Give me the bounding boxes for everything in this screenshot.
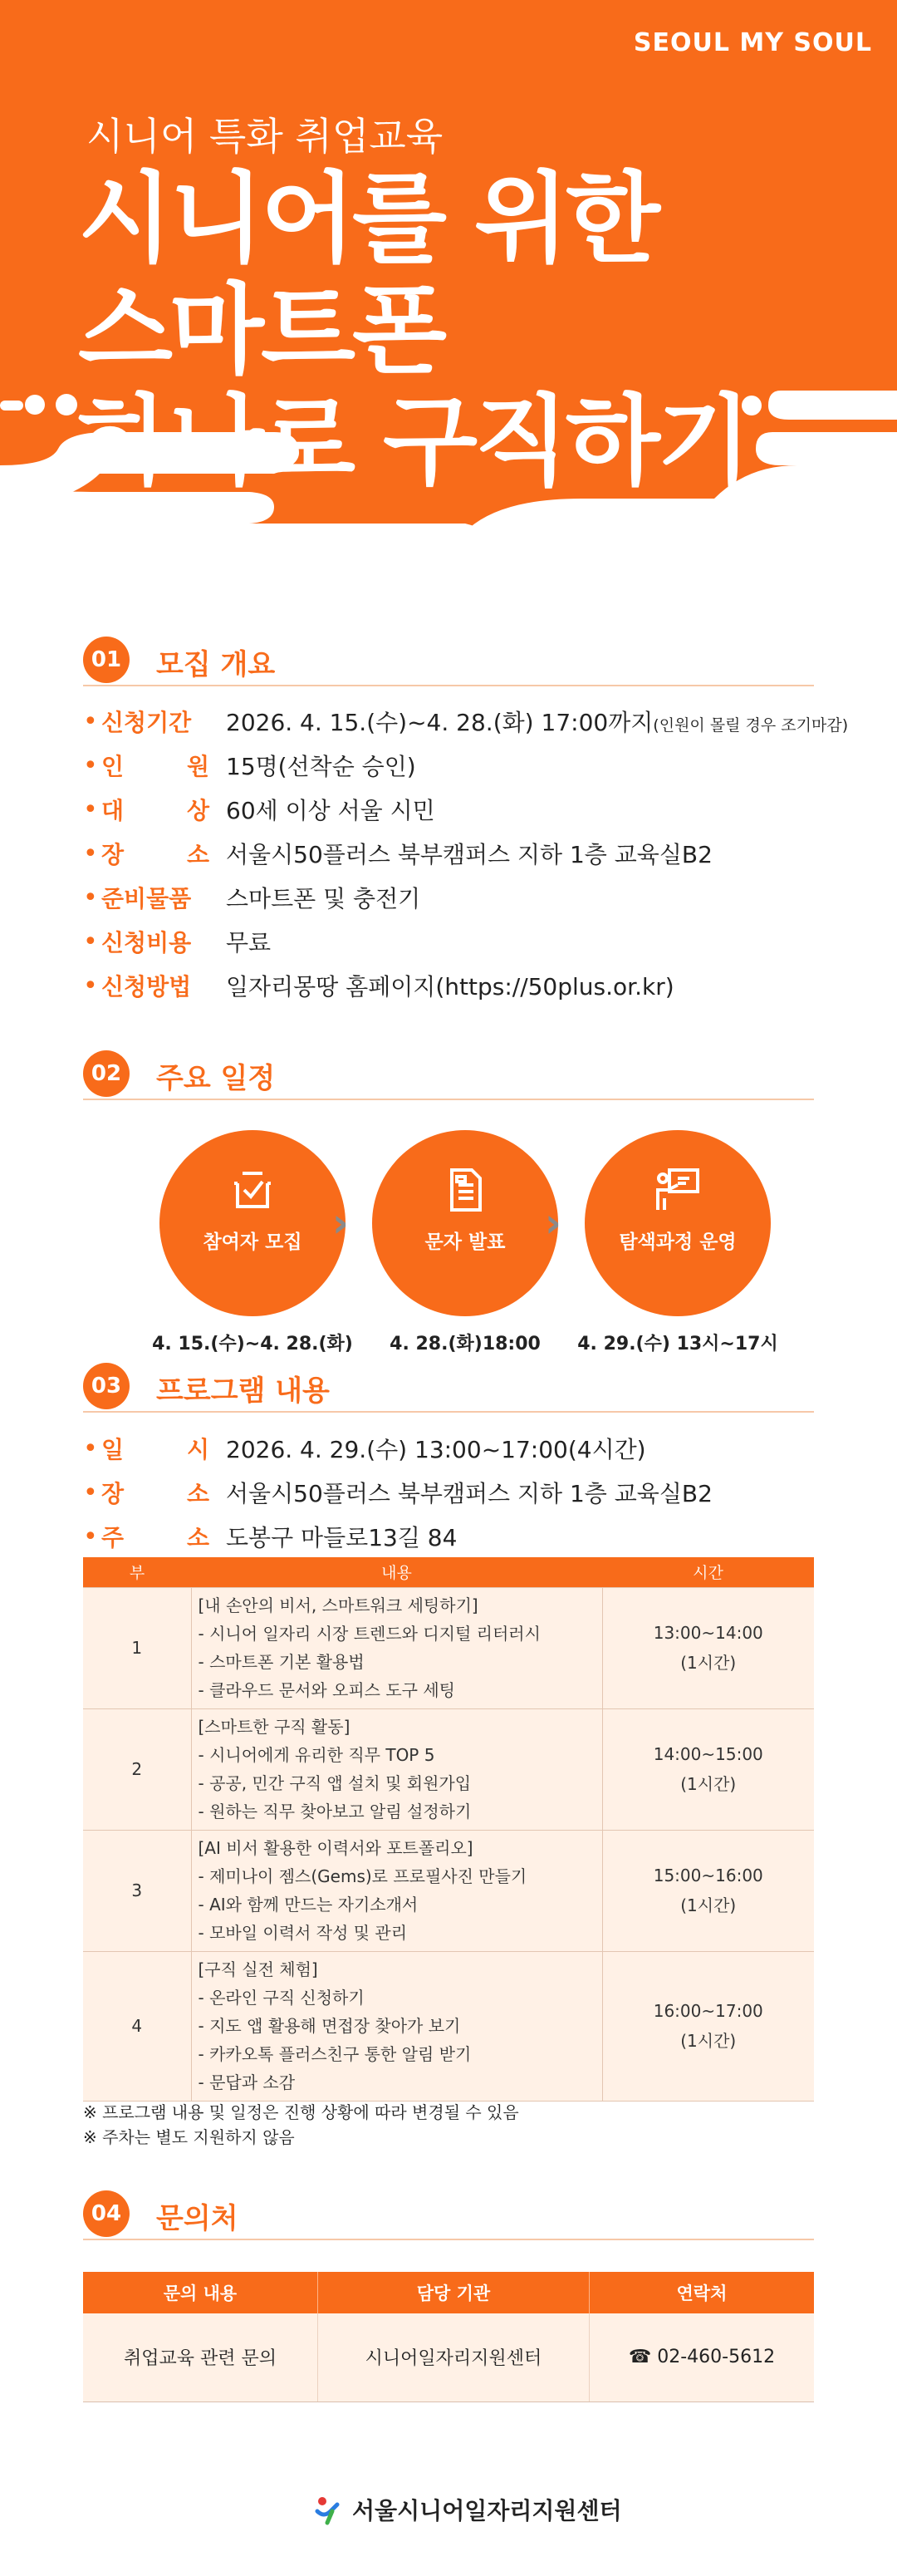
table-row [83, 1830, 814, 1951]
table-header-cell: 문의 내용 [83, 2272, 317, 2313]
content-cell: [AI 비서 활용한 이력서와 포트폴리오] - 제미나이 젬스(Gems)로 프로필사진 만들기 - AI와 함께 만드는 자기소개서 - 모바일 이력서 작성 및 관리 [191, 1830, 602, 1951]
contact-table [83, 2272, 814, 2402]
bullet-icon: • [83, 794, 98, 824]
contact-org: 시니어일자리지원센터 [317, 2313, 589, 2401]
table-row [83, 1951, 814, 2101]
section-number-badge: 01 [83, 637, 130, 683]
content-cell: [구직 실전 체험] - 온라인 구직 신청하기 - 지도 앱 활용해 면접장 찾아가 보기 - 카카오톡 플러스친구 통한 알림 받기 - 문답과 소감 [191, 1951, 602, 2101]
section-header-program [83, 1363, 814, 1413]
bullet-icon: • [83, 750, 98, 780]
table-row [83, 1708, 814, 1830]
table-row [83, 2313, 814, 2401]
section-title: 주요 일정 [156, 1062, 276, 1095]
info-note: (인원이 몰릴 경우 조기마감) [653, 716, 849, 735]
step-label: 문자 발표 [424, 1231, 506, 1253]
info-label: 장 소 [101, 841, 209, 868]
step-date: 4. 28.(화)18:00 [390, 1334, 541, 1354]
schedule-step-recruit [159, 1130, 346, 1316]
chevron-right-icon: › [332, 1200, 349, 1246]
step-label: 탐색과정 운영 [619, 1231, 737, 1253]
bullet-icon: • [83, 882, 98, 912]
checklist-icon [228, 1165, 277, 1215]
section-number-badge: 03 [83, 1363, 130, 1409]
time-cell: 14:00~15:00 (1시간) [602, 1708, 814, 1830]
info-value: 무료 [226, 929, 272, 956]
section-title: 모집 개요 [156, 648, 276, 681]
table-header-row [83, 1557, 814, 1587]
bullet-icon: • [83, 1522, 98, 1551]
bullet-icon: • [83, 706, 98, 736]
hero-title [78, 163, 748, 497]
schedule-step-course [585, 1130, 771, 1316]
table-row [83, 1587, 814, 1708]
info-label: 일 시 [101, 1436, 209, 1463]
program-table [83, 1557, 814, 2102]
part-cell: 4 [83, 1951, 191, 2101]
step-date: 4. 15.(수)~4. 28.(화) [152, 1334, 353, 1354]
document-icon [440, 1165, 490, 1215]
program-note: ※ 주차는 별도 지원하지 않음 [83, 2127, 295, 2147]
content-cell: [내 손안의 비서, 스마트워크 세팅하기] - 시니어 일자리 시장 트렌드와 디지털 리터러시 - 스마트폰 기본 활용법 - 클라우드 문서와 오피스 도구 세팅 [191, 1587, 602, 1708]
info-value-link[interactable]: 일자리몽땅 홈페이지(https://50plus.or.kr) [226, 973, 674, 1000]
section-title: 문의처 [156, 2202, 238, 2235]
info-value: 서울시50플러스 북부캠퍼스 지하 1층 교육실B2 [226, 841, 713, 868]
table-header-cell: 부 [83, 1557, 191, 1587]
brand-logo-text: SEOUL MY SOUL [633, 28, 872, 57]
part-cell: 1 [83, 1587, 191, 1708]
section-header-recruitment [83, 637, 814, 686]
info-value: 2026. 4. 15.(수)~4. 28.(화) 17:00까지(인원이 몰릴 경우 조기마감) [226, 709, 849, 736]
info-value: 2026. 4. 29.(수) 13:00~17:00(4시간) [226, 1436, 646, 1463]
presentation-icon [653, 1165, 703, 1215]
program-note: ※ 프로그램 내용 및 일정은 진행 상황에 따라 변경될 수 있음 [83, 2102, 519, 2122]
info-row-target [83, 793, 435, 826]
section-header-schedule [83, 1050, 814, 1100]
time-cell: 15:00~16:00 (1시간) [602, 1830, 814, 1951]
schedule-step-announce [372, 1130, 558, 1316]
contact-topic: 취업교육 관련 문의 [83, 2313, 317, 2401]
org-logo-icon [312, 2493, 346, 2526]
info-label: 인 원 [101, 753, 209, 780]
section-title: 프로그램 내용 [156, 1374, 330, 1408]
info-value: 15명(선착순 승인) [226, 753, 416, 780]
step-date: 4. 29.(수) 13시~17시 [577, 1334, 778, 1354]
info-row-supplies [83, 881, 420, 914]
info-label: 신청기간 [101, 709, 192, 736]
footer-logo [312, 2493, 622, 2526]
info-label: 신청방법 [101, 973, 192, 1000]
hero-subtitle: 시니어 특화 취업교육 [86, 114, 444, 159]
step-label: 참여자 모집 [203, 1231, 302, 1253]
info-row-period [83, 705, 848, 738]
info-row-method [83, 969, 674, 1002]
section-header-contact [83, 2190, 814, 2240]
time-cell: 13:00~14:00 (1시간) [602, 1587, 814, 1708]
info-value: 서울시50플러스 북부캠퍼스 지하 1층 교육실B2 [226, 1480, 713, 1507]
info-label: 준비물품 [101, 885, 192, 912]
info-row-datetime [83, 1432, 646, 1465]
time-cell: 16:00~17:00 (1시간) [602, 1951, 814, 2101]
info-label: 장 소 [101, 1480, 209, 1507]
info-label: 신청비용 [101, 929, 192, 956]
part-cell: 3 [83, 1830, 191, 1951]
footer-org-name: 서울시니어일자리지원센터 [352, 2497, 622, 2524]
info-value: 도봉구 마들로13길 84 [226, 1524, 458, 1551]
hero-banner [0, 0, 897, 548]
info-row-place [83, 1476, 713, 1509]
hero-title-line: 하나로 구직하기 [78, 384, 748, 499]
hero-title-line: 시니어를 위한 [78, 161, 658, 276]
table-header-row [83, 2272, 814, 2313]
table-header-cell: 담당 기관 [317, 2272, 589, 2313]
section-number-badge: 04 [83, 2190, 130, 2237]
table-header-cell: 연락처 [589, 2272, 814, 2313]
info-row-address [83, 1520, 457, 1553]
section-number-badge: 02 [83, 1050, 130, 1097]
part-cell: 2 [83, 1708, 191, 1830]
bullet-icon: • [83, 971, 98, 1000]
info-value: 스마트폰 및 충전기 [226, 885, 421, 912]
hero-title-line: 스마트폰 [78, 273, 444, 387]
table-header-cell: 시간 [602, 1557, 814, 1587]
info-row-fee [83, 925, 271, 958]
content-cell: [스마트한 구직 활동] - 시니어에게 유리한 직무 TOP 5 - 공공, 민간 구직 앱 설치 및 회원가입 - 원하는 직무 찾아보고 알림 설정하기 [191, 1708, 602, 1830]
bullet-icon: • [83, 927, 98, 956]
bullet-icon: • [83, 1477, 98, 1507]
bullet-icon: • [83, 1433, 98, 1463]
info-row-place [83, 837, 713, 870]
bullet-icon: • [83, 838, 98, 868]
info-row-capacity [83, 749, 416, 782]
info-label: 대 상 [101, 797, 209, 824]
table-header-cell: 내용 [191, 1557, 602, 1587]
contact-phone[interactable]: ☎ 02-460-5612 [589, 2313, 814, 2401]
chevron-right-icon: › [545, 1200, 561, 1246]
info-value: 60세 이상 서울 시민 [226, 797, 435, 824]
info-label: 주 소 [101, 1524, 209, 1551]
